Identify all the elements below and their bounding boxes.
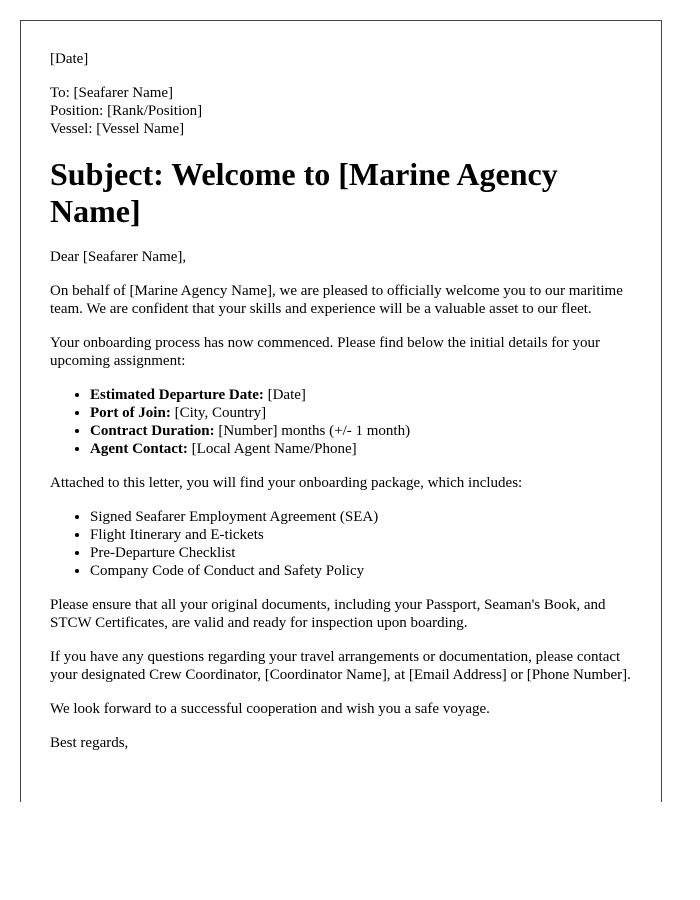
letter-date: [Date]: [50, 51, 89, 67]
detail-value: [Number] months (+/- 1 month): [218, 423, 411, 439]
recipient-position: Position: [Rank/Position]: [50, 103, 203, 119]
letter-page: [20, 20, 662, 802]
salutation: Dear [Seafarer Name],: [50, 249, 187, 265]
package-list: [50, 508, 640, 580]
detail-label: Estimated Departure Date:: [90, 387, 264, 403]
recipient-to: To: [Seafarer Name]: [50, 85, 174, 101]
recipient-block: [50, 84, 640, 138]
detail-item: [90, 440, 640, 458]
letter-content: [50, 50, 640, 768]
detail-label: Contract Duration:: [90, 423, 215, 439]
questions-paragraph: If you have any questions regarding your travel arrangements or documentation, please contact your designated Crew Coordinator, [Coordinator Name], at [Email Address] or [Phone Number].: [50, 649, 631, 683]
package-item: • Flight Itinerary and E-tickets: [90, 526, 640, 544]
detail-item: [90, 404, 640, 422]
documents-paragraph: Please ensure that all your original documents, including your Passport, Seaman's Book, and STCW Certificates, are valid and ready for inspection upon boarding.: [50, 597, 606, 631]
detail-item: [90, 386, 640, 404]
farewell-paragraph: We look forward to a successful cooperation and wish you a safe voyage.: [50, 701, 490, 717]
letter-subject: Subject: Welcome to [Marine Agency Name]: [50, 156, 558, 229]
package-item: • Signed Seafarer Employment Agreement (SEA): [90, 508, 640, 526]
welcome-paragraph: On behalf of [Marine Agency Name], we are pleased to officially welcome you to our maritime team. We are confident that your skills and experience will be a valuable asset to our fleet.: [50, 283, 623, 317]
recipient-vessel: Vessel: [Vessel Name]: [50, 121, 185, 137]
detail-value: [City, Country]: [174, 405, 267, 421]
detail-label: Port of Join:: [90, 405, 171, 421]
closing: Best regards,: [50, 735, 129, 751]
detail-value: [Date]: [267, 387, 306, 403]
package-item: • Pre-Departure Checklist: [90, 544, 640, 562]
detail-value: [Local Agent Name/Phone]: [191, 441, 357, 457]
detail-label: Agent Contact:: [90, 441, 188, 457]
package-paragraph: Attached to this letter, you will find your onboarding package, which includes:: [50, 475, 523, 491]
assignment-details-list: [50, 386, 640, 458]
detail-item: [90, 422, 640, 440]
package-item: • Company Code of Conduct and Safety Policy: [90, 562, 640, 580]
onboarding-paragraph: Your onboarding process has now commenced. Please find below the initial details for your upcoming assignment:: [50, 335, 601, 369]
